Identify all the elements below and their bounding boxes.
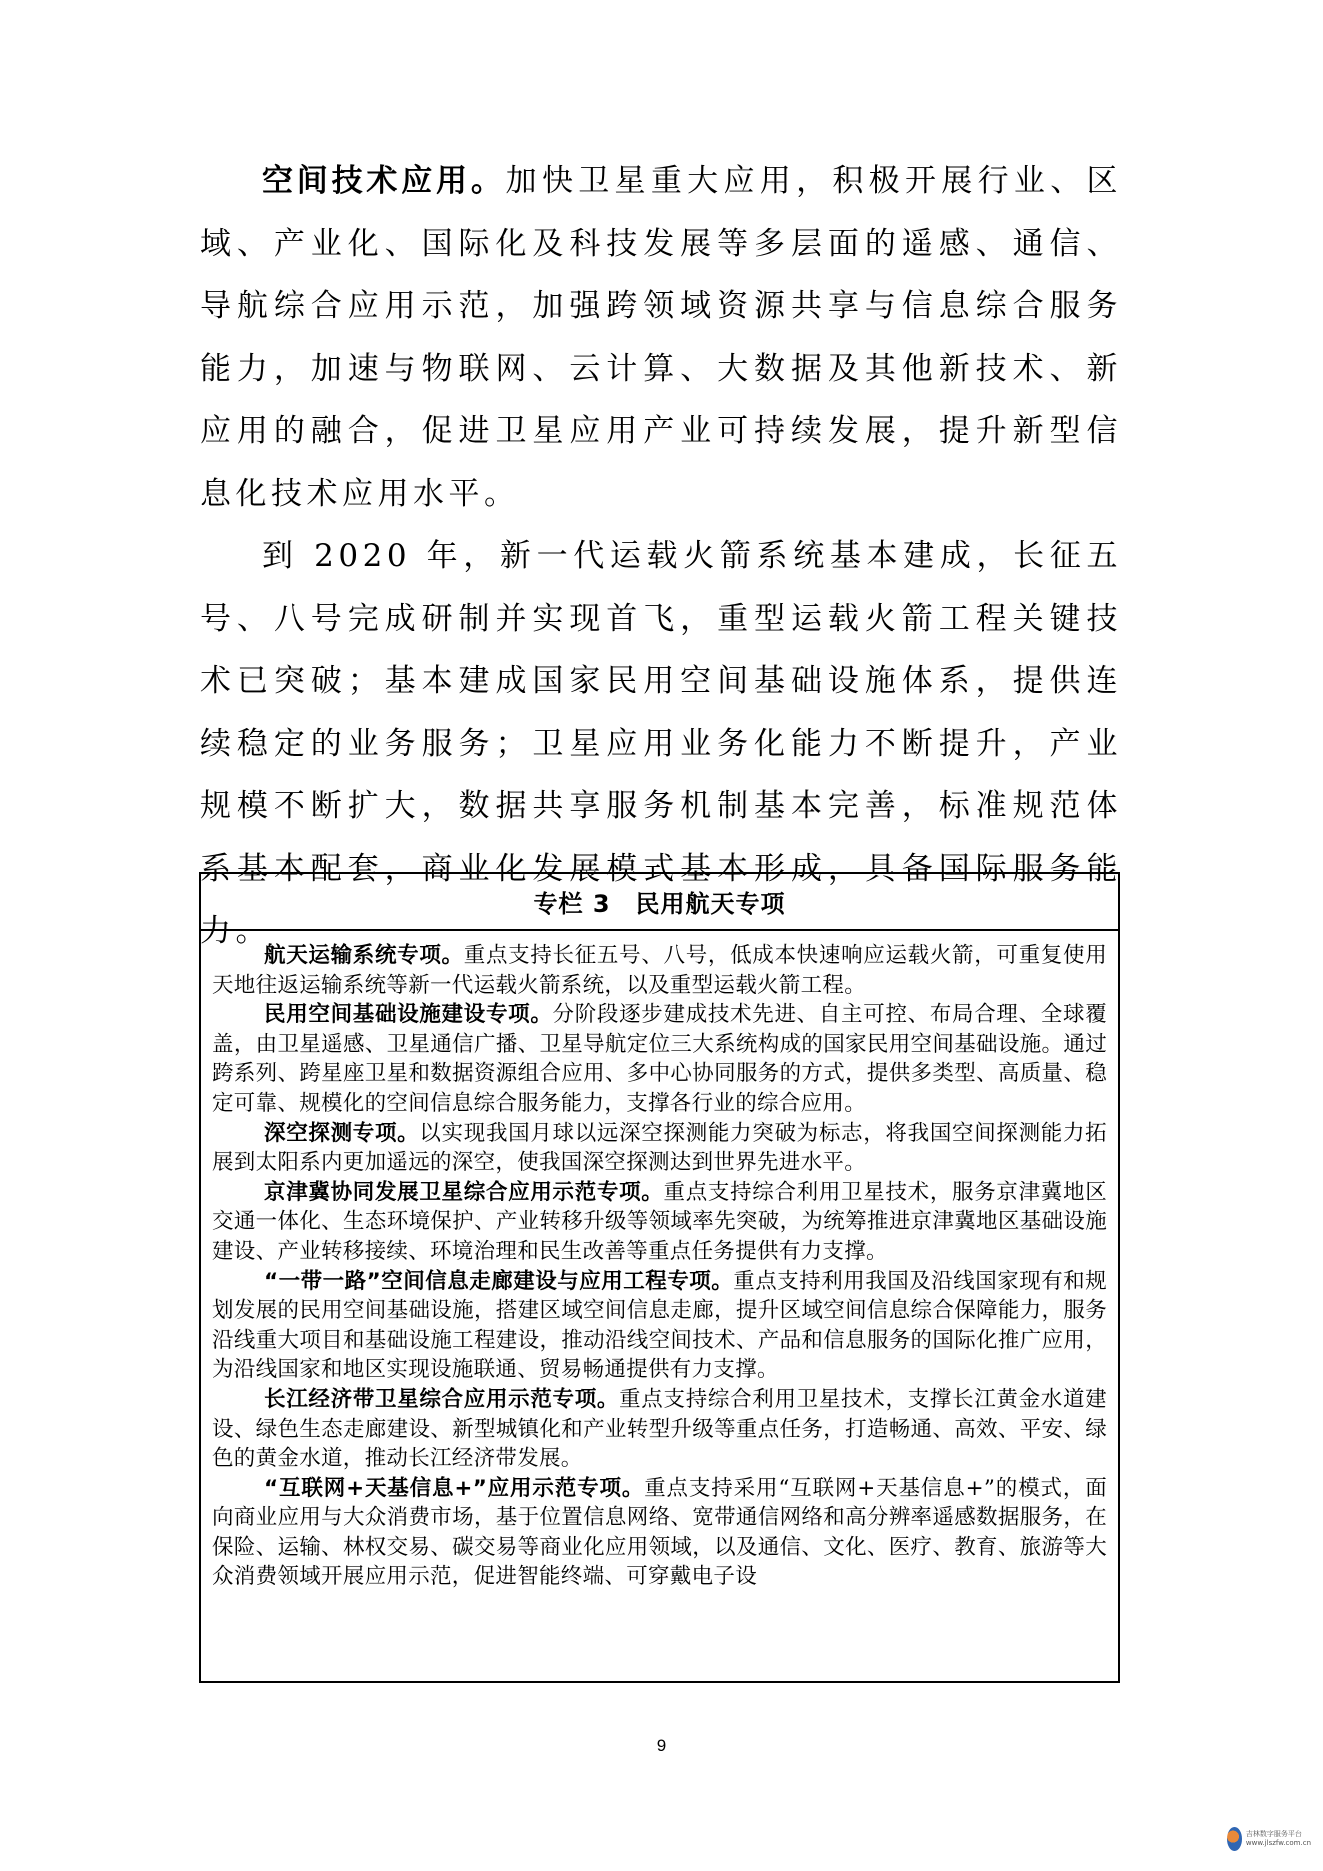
box-body: [201, 931, 1118, 1592]
watermark-line1: 吉林数字服务平台: [1245, 1830, 1302, 1838]
box-item-text: 重点支持综合利用卫星技术，支撑长江黄金水道建设、绿色生态走廊建设、新型城镇化和产业转型升级等重点任务，打造畅通、高效、平安、绿色的黄金水道，推动长江经济带发展。: [212, 1386, 1107, 1472]
watermark: [1227, 1821, 1311, 1857]
box-item-head: 民用空间基础设施建设专项。: [264, 1002, 553, 1028]
box-item: [212, 1119, 1107, 1178]
box-item: [212, 1178, 1107, 1267]
box-item-head: 长江经济带卫星综合应用示范专项。: [264, 1386, 620, 1412]
paragraph-space-tech: [200, 150, 1122, 525]
box-item-head: “一带一路”空间信息走廊建设与应用工程专项。: [264, 1268, 734, 1294]
page-number: 9: [656, 1736, 667, 1755]
box-item: [212, 1385, 1107, 1474]
box-item-head: 航天运输系统专项。: [264, 943, 464, 968]
paragraph-2020-goals: 到 2020 年，新一代运载火箭系统基本建成，长征五号、八号完成研制并实现首飞，重型运载火箭工程关键技术已突破；基本建成国家民用空间基础设施体系，提供连续稳定的业务服务；卫星应用业务化能力不断提升，产业规模不断扩大，数据共享服务机制基本完善，标准规范体系基本配套，商业化发展模式基本形成，具备国际服务能力。: [200, 538, 1122, 949]
box-item-head: 深空探测专项。: [264, 1120, 420, 1146]
box-item: [212, 1267, 1107, 1385]
box-item: [212, 1474, 1107, 1592]
watermark-text: [1246, 1830, 1311, 1848]
box-item-head: 京津冀协同发展卫星综合应用示范专项。: [264, 1179, 664, 1205]
box-title: 专栏 3 民用航天专项: [201, 874, 1118, 931]
box-item-head: “互联网+天基信息+”应用示范专项。: [264, 1475, 645, 1501]
box-item-text: 重点支持采用“互联网+天基信息+”的模式，面向商业应用与大众消费市场，基于位置信息网络、宽带通信网络和高分辨率遥感数据服务，在保险、运输、林权交易、碳交易等商业化应用领域，以及通信、文化、医疗、教育、旅游等大众消费领域开展应用示范，促进智能终端、可穿戴电子设: [212, 1475, 1107, 1590]
box-item: [212, 941, 1107, 1000]
body-text: [200, 150, 1122, 963]
sidebar-box: [199, 872, 1120, 1683]
box-item-text: 重点支持长征五号、八号，低成本快速响应运载火箭，可重复使用天地往返运输系统等新一代运载火箭系统，以及重型运载火箭工程。: [212, 943, 1108, 998]
paragraph-lead: 空间技术应用。: [262, 163, 506, 199]
watermark-line2: www.jlszfw.com.cn: [1245, 1839, 1311, 1847]
box-item-text: 重点支持利用我国及沿线国家现有和规划发展的民用空间基础设施，搭建区域空间信息走廊，提升区域空间信息综合保障能力，服务沿线重大项目和基础设施工程建设，推动沿线空间技术、产品和信息服务的国际化推广应用，为沿线国家和地区实现设施联通、贸易畅通提供有力支撑。: [212, 1268, 1107, 1383]
box-item-text: 以实现我国月球以远深空探测能力突破为标志，将我国空间探测能力拓展到太阳系内更加遥远的深空，使我国深空探测达到世界先进水平。: [212, 1120, 1107, 1176]
paragraph-body: 加快卫星重大应用，积极开展行业、区域、产业化、国际化及科技发展等多层面的遥感、通信、导航综合应用示范，加强跨领域资源共享与信息综合服务能力，加速与物联网、云计算、大数据及其他新技术、新应用的融合，促进卫星应用产业可持续发展，提升新型信息化技术应用水平。: [200, 163, 1123, 512]
watermark-logo-icon: [1227, 1827, 1242, 1851]
box-item: [212, 1000, 1107, 1118]
box-item-text: 重点支持综合利用卫星技术，服务京津冀地区交通一体化、生态环境保护、产业转移升级等领域率先突破，为统筹推进京津冀地区基础设施建设、产业转移接续、环境治理和民生改善等重点任务提供有力支撑。: [212, 1179, 1107, 1264]
box-item-text: 分阶段逐步建成技术先进、自主可控、布局合理、全球覆盖，由卫星遥感、卫星通信广播、卫星导航定位三大系统构成的国家民用空间基础设施。通过跨系列、跨星座卫星和数据资源组合应用、多中心协同服务的方式，提供多类型、高质量、稳定可靠、规模化的空间信息综合服务能力，支撑各行业的综合应用。: [212, 1002, 1107, 1116]
